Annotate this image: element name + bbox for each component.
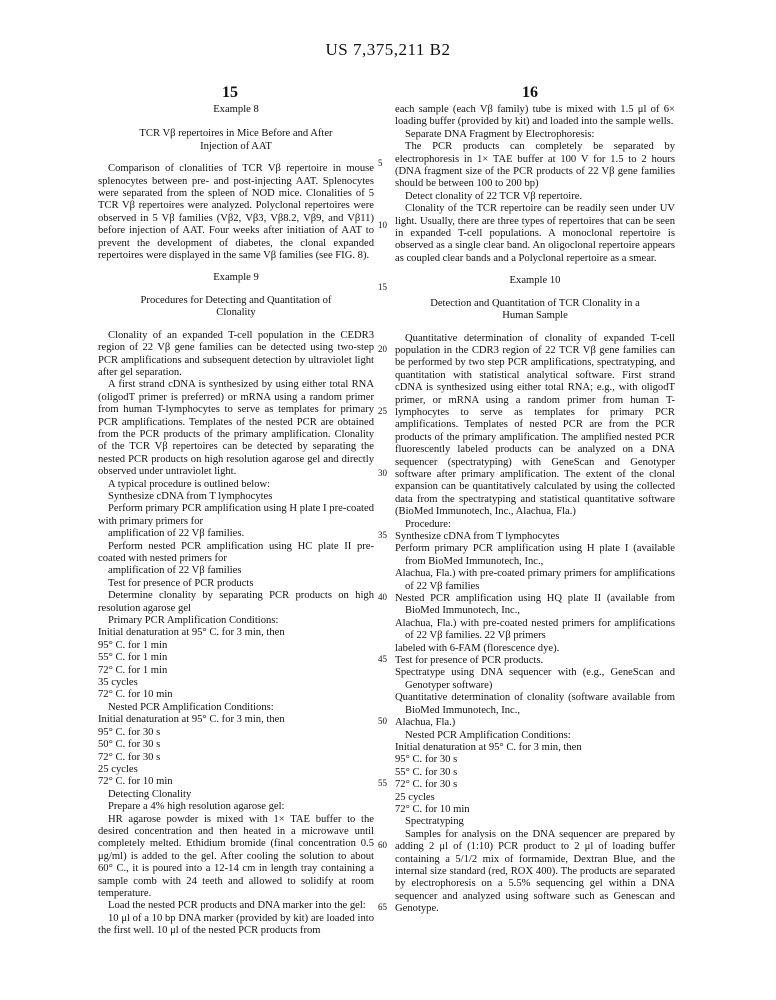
condition-line: 72° C. for 30 s [395, 779, 458, 791]
condition-line: 72° C. for 1 min [98, 664, 168, 676]
line-number: 15 [378, 282, 387, 292]
paragraph: Clonality of the TCR repertoire can be readily seen under UV light. Usually, there are three types of repertoires that can be seen in expanded T-cell populations. A monoclonal repertoire is observed as a single clear band. An oligoclonal repertoire appears as coupled clear bands and a Polyclonal repertoire as a smear. [395, 203, 675, 264]
paragraph: Samples for analysis on the DNA sequencer are prepared by adding 2 μl of (1:10) PCR product to 2 μl of loading buffer containing a 5/1/2 mix of formamide, Dextran Blue, and the internal size standard (red, ROX 400). The products are separated by electrophoresis on a 5.5% sequencing gel within a DNA sequencer and analyzed using software such as Genescan and Genotype. [395, 828, 675, 915]
condition-line: Initial denaturation at 95° C. for 3 min, then [395, 741, 582, 753]
line-number: 10 [378, 220, 387, 230]
condition-line: 72° C. for 10 min [98, 689, 173, 701]
paragraph: The PCR products can completely be separated by electrophoresis in 1× TAE buffer at 100 V for 1.5 to 2 hours (DNA fragment size of the PCR products of 22 Vβ gene families should be between 100 to 200 bp) [395, 141, 675, 190]
condition-line: 72° C. for 10 min [395, 803, 470, 815]
line-number: 60 [378, 840, 387, 850]
procedure-step: Test for presence of PCR products [108, 577, 254, 589]
paragraph: Load the nested PCR products and DNA marker into the gel: [108, 900, 366, 912]
condition-line: 35 cycles [98, 677, 138, 689]
paragraph: A first strand cDNA is synthesized by using either total RNA (oligodT primer is preferred) or mRNA using a random primer from human T-lymphocytes to serve as templates for primary PCR amplifications. Templates of the nested PCR are obtained from the PCR products of the primary amplification. Clonality of the TCR Vβ repertoires can be detected by separating the nested PCR products on high resolution agarose gel and directly observed under untraviolet light. [98, 379, 374, 478]
procedure-step: Nested PCR amplification using HQ plate II (available from BioMed Immunotech, Inc., [395, 593, 675, 617]
subheading: Procedure: [405, 518, 451, 530]
procedure-step: Alachua, Fla.) with pre-coated nested primers for amplifications of 22 Vβ families. 22 Vβ primers [395, 617, 675, 642]
procedure-step: Spectratype using DNA sequencer with (e.g., GeneScan and Genotyper software) [395, 667, 675, 691]
left-column [98, 104, 374, 938]
condition-line: 72° C. for 10 min [98, 776, 173, 788]
paragraph: Prepare a 4% high resolution agarose gel: [108, 801, 285, 813]
procedure-step: amplification of 22 Vβ families [108, 565, 242, 577]
line-number: 5 [378, 158, 383, 168]
condition-line: 50° C. for 30 s [98, 739, 161, 751]
line-number: 20 [378, 344, 387, 354]
example-10-heading: Example 10 [509, 275, 561, 287]
right-column [395, 104, 675, 916]
line-number: 45 [378, 654, 387, 664]
paragraph: Clonality of an expanded T-cell population in the CEDR3 region of 22 Vβ gene families can be detected using two-step PCR amplifications and subsequent detection by ultraviolet light after gel separation. [98, 329, 374, 378]
paragraph: Comparison of clonalities of TCR Vβ repertoire in mouse splenocytes between pre- and post-injecting AAT. Splenocytes were separated from the spleen of NOD mice. Clonalities of 5 TCR Vβ repertoires were analyzed. Polyclonal repertoires were observed in 5 Vβ families (Vβ2, Vβ3, Vβ8.2, Vβ9, and Vβ11) before injection of AAT. Four weeks after initiation of AAT to prevent the development of diabetes, the clonal expanded repertoires were displayed in the same Vβ families (see FIG. 8). [98, 163, 374, 262]
procedure-step: Quantitative determination of clonality (software available from BioMed Immunotech, Inc., [395, 692, 675, 716]
procedure-step: amplification of 22 Vβ families. [108, 528, 245, 540]
page-number-left: 15 [222, 84, 238, 101]
line-number: 50 [378, 716, 387, 726]
procedure-step: Synthesize cDNA from T lymphocytes [108, 490, 273, 502]
condition-line: 55° C. for 30 s [395, 766, 458, 778]
subheading: Spectratyping [405, 816, 464, 828]
procedure-step: Perform nested PCR amplification using HC plate II pre-coated with nested primers for [98, 540, 374, 564]
subheading: Primary PCR Amplification Conditions: [108, 615, 279, 627]
paragraph: 10 μl of a 10 bp DNA marker (provided by kit) are loaded into the first well. 10 μl of the nested PCR products from [98, 912, 374, 937]
condition-line: 55° C. for 1 min [98, 652, 168, 664]
condition-line: 25 cycles [395, 791, 435, 803]
paragraph: HR agarose powder is mixed with 1× TAE buffer to the desired concentration and then heated in a microwave until completely melted. Ethidium bromide (final concentration 0.5 μg/ml) is added to the gel. After cooling the solution to about 60° C., it is poured into a 12-14 cm in length tray containing a sample comb with 24 teeth and allowed to solidify at room temperature. [98, 813, 374, 899]
condition-line: 95° C. for 30 s [98, 726, 161, 738]
paragraph: Quantitative determination of clonality of expanded T-cell population in the CDR3 region of 22 TCR Vβ gene families can be performed by two step PCR amplifications, spectratyping, and quantitation with statistical analytical software. First strand cDNA is synthesized using either total RNA; e.g., with oligodT primer, or mRNA using a random primer from human T-lymphocytes to serve as templates for primary PCR amplifications. Templates of nested PCR are from the PCR products of the primary amplification. The amplified nested PCR fluorescently labeled products can be analyzed on a DNA sequencer (spectratyping) with GeneScan and Genotyper software after primary amplification. The extent of the clonal expansion can be quantitatively calculated by using the collected data from the spectratyping and statistical quantitative software (BioMed Immunotech, Inc., Alachua, Fla.) [395, 332, 675, 518]
subheading: Detect clonality of 22 TCR Vβ repertoire. [405, 190, 583, 202]
example-9-heading: Example 9 [213, 272, 259, 284]
condition-line: Initial denaturation at 95° C. for 3 min, then [98, 627, 285, 639]
subheading: Nested PCR Amplification Conditions: [405, 729, 571, 741]
page-number-right: 16 [522, 84, 538, 101]
subheading: Nested PCR Amplification Conditions: [108, 701, 274, 713]
line-number: 65 [378, 902, 387, 912]
line-number: 40 [378, 592, 387, 602]
procedure-step: Test for presence of PCR products. [395, 655, 544, 667]
line-number: 30 [378, 468, 387, 478]
procedure-step: labeled with 6-FAM (florescence dye). [395, 642, 560, 654]
paragraph: A typical procedure is outlined below: [108, 478, 271, 490]
condition-line: Initial denaturation at 95° C. for 3 min, then [98, 714, 285, 726]
procedure-step: Alachua, Fla.) [395, 717, 456, 729]
example-8-title: TCR Vβ repertoires in Mice Before and After Injection of AAT [139, 128, 333, 152]
procedure-step: Synthesize cDNA from T lymphocytes [395, 531, 560, 542]
example-9-title: Procedures for Detecting and Quantitation of Clonality [140, 294, 332, 319]
patent-number: US 7,375,211 B2 [325, 40, 451, 59]
example-8-heading: Example 8 [213, 104, 259, 115]
condition-line: 95° C. for 30 s [395, 754, 458, 766]
line-number: 35 [378, 530, 387, 540]
paragraph: each sample (each Vβ family) tube is mixed with 1.5 μl of 6× loading buffer (provided by kit) and loaded into the sample wells. [395, 104, 675, 128]
condition-line: 72° C. for 30 s [98, 751, 161, 763]
procedure-step: Determine clonality by separating PCR products on high resolution agarose gel [98, 590, 374, 614]
subheading: Separate DNA Fragment by Electrophoresis: [405, 128, 595, 140]
procedure-step: Alachua, Fla.) with pre-coated primary primers for amplifications of 22 Vβ families [395, 568, 675, 592]
line-number: 25 [378, 406, 387, 416]
procedure-step: Perform primary PCR amplification using H plate I (available from BioMed Immunotech, Inc., [395, 543, 675, 567]
condition-line: 25 cycles [98, 763, 138, 775]
line-number: 55 [378, 778, 387, 788]
example-10-title: Detection and Quantitation of TCR Clonality in a Human Sample [430, 297, 640, 322]
subheading: Detecting Clonality [108, 788, 192, 800]
procedure-step: Perform primary PCR amplification using H plate I pre-coated with primary primers for [98, 503, 374, 527]
condition-line: 95° C. for 1 min [98, 639, 168, 651]
